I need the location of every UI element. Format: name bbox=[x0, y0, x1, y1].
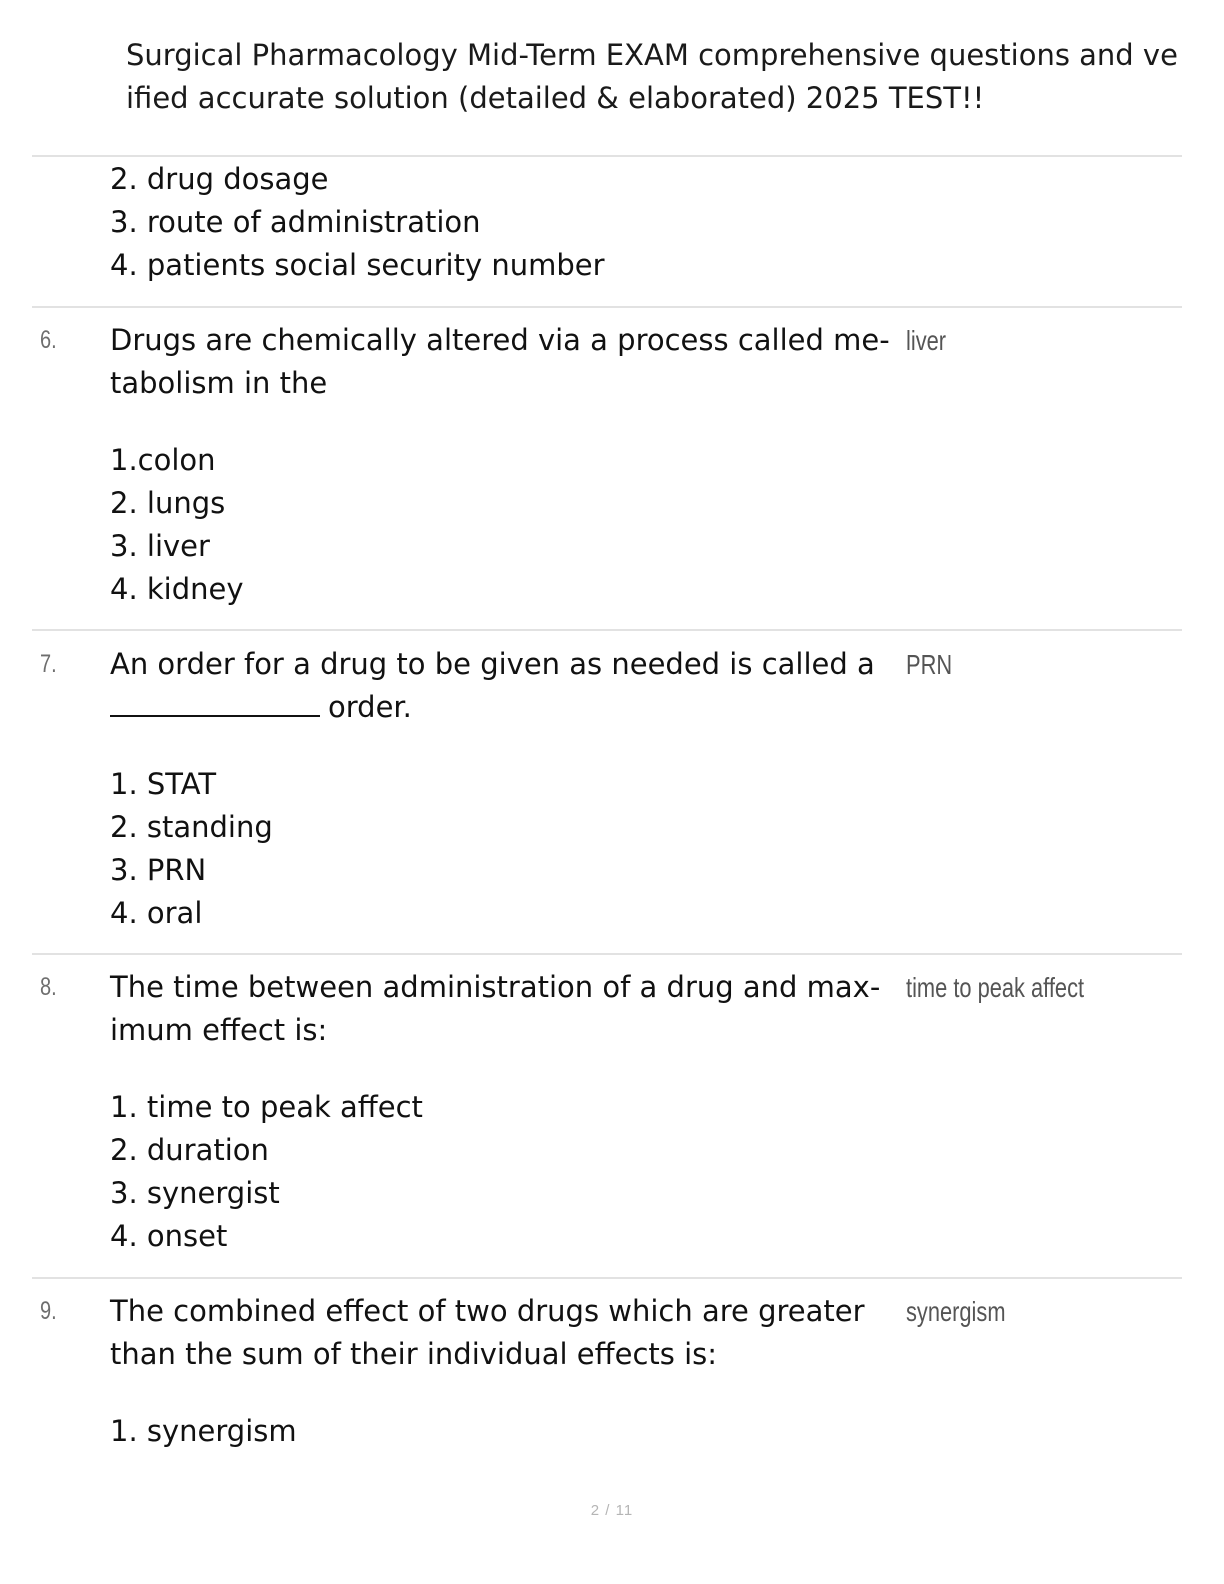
document-title-line-2: ified accurate solution (detailed & elaborated) 2025 TEST!! bbox=[126, 81, 985, 115]
question-number: 7. bbox=[40, 650, 57, 678]
divider bbox=[32, 953, 1182, 955]
question-number: 9. bbox=[40, 1297, 57, 1325]
question-text-line: imum effect is: bbox=[110, 1013, 328, 1047]
question-text bbox=[110, 966, 900, 1052]
divider bbox=[32, 629, 1182, 631]
question-text-line: The combined effect of two drugs which are greater bbox=[110, 1294, 865, 1328]
divider bbox=[32, 306, 1182, 308]
divider bbox=[32, 155, 1182, 157]
options-list bbox=[110, 1410, 297, 1453]
option-item: 1.colon bbox=[110, 443, 216, 477]
question-text-line: The time between administration of a drug and max- bbox=[110, 970, 881, 1004]
option-item: 2. drug dosage bbox=[110, 162, 329, 196]
options-list bbox=[110, 1086, 423, 1258]
option-item: 1. STAT bbox=[110, 767, 217, 801]
option-item: 4. oral bbox=[110, 896, 203, 930]
answer-text: synergism bbox=[906, 1296, 1006, 1327]
question-number: 8. bbox=[40, 973, 57, 1001]
question-text bbox=[110, 1290, 900, 1376]
option-item: 3. route of administration bbox=[110, 205, 481, 239]
answer-text: PRN bbox=[906, 649, 953, 680]
continued-options-list bbox=[110, 158, 605, 287]
answer-text: time to peak affect bbox=[906, 972, 1085, 1003]
option-item: 2. lungs bbox=[110, 486, 226, 520]
document-title-line-1: Surgical Pharmacology Mid-Term EXAM comprehensive questions and ve bbox=[126, 38, 1178, 72]
options-list bbox=[110, 439, 244, 611]
answer-text: liver bbox=[906, 325, 947, 356]
question-text bbox=[110, 319, 900, 405]
option-item: 1. synergism bbox=[110, 1414, 297, 1448]
page-number: 2 / 11 bbox=[590, 1502, 634, 1519]
question-text-line: order. bbox=[328, 690, 412, 724]
option-item: 4. patients social security number bbox=[110, 248, 605, 282]
question-text bbox=[110, 643, 900, 729]
option-item: 4. kidney bbox=[110, 572, 244, 606]
option-item: 2. duration bbox=[110, 1133, 269, 1167]
question-text-line: tabolism in the bbox=[110, 366, 328, 400]
divider bbox=[32, 1277, 1182, 1279]
option-item: 3. synergist bbox=[110, 1176, 280, 1210]
option-item: 4. onset bbox=[110, 1219, 228, 1253]
question-text-line: than the sum of their individual effects is: bbox=[110, 1337, 718, 1371]
option-item: 1. time to peak affect bbox=[110, 1090, 423, 1124]
option-item: 3. PRN bbox=[110, 853, 207, 887]
options-list bbox=[110, 763, 273, 935]
question-text-line: An order for a drug to be given as needed is called a bbox=[110, 647, 875, 681]
option-item: 3. liver bbox=[110, 529, 210, 563]
option-item: 2. standing bbox=[110, 810, 273, 844]
question-text-line: Drugs are chemically altered via a process called me- bbox=[110, 323, 890, 357]
question-number: 6. bbox=[40, 326, 57, 354]
document-title bbox=[126, 34, 1216, 120]
fill-in-blank bbox=[110, 687, 320, 717]
